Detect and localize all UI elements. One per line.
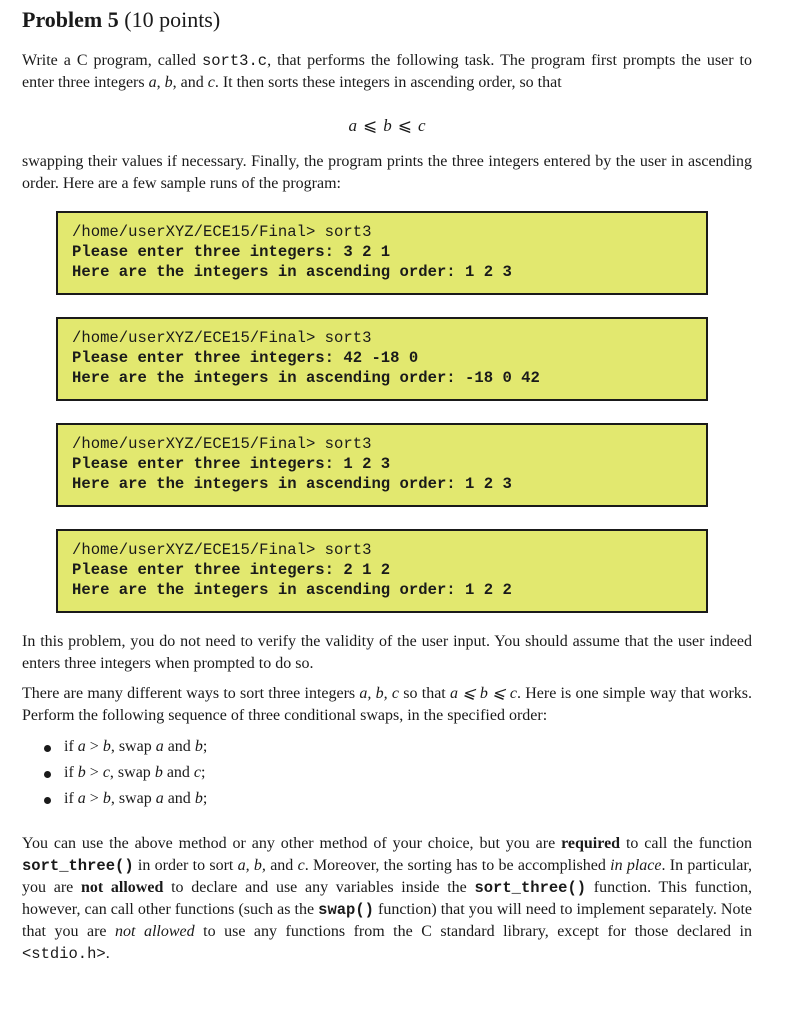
step-swap: , swap	[109, 764, 155, 781]
step-y2: b	[194, 790, 203, 807]
method-text-1: There are many different ways to sort three integers	[22, 685, 360, 702]
ineq-c: c	[417, 116, 426, 135]
after-paragraph: swapping their values if necessary. Finally, the program prints the three integers entered by the user in ascending order. Here are a few sample runs of the program:	[22, 153, 752, 192]
sample-run-3	[56, 423, 708, 507]
var-a: a	[148, 74, 157, 91]
req-fn-swap: swap()	[318, 901, 374, 919]
step-end: ;	[201, 764, 206, 781]
run-prompt: Please enter three integers: 3 2 1	[72, 243, 391, 261]
ineq-le-2: ⩽	[397, 116, 412, 135]
step-cond: if	[64, 738, 78, 755]
req-fn-sort-three: sort_three()	[22, 857, 134, 875]
intro-text-1: Write a C program, called	[22, 52, 202, 69]
step-cond: if	[64, 764, 78, 781]
var-c: c	[207, 74, 215, 91]
req-text-7: to declare and use any variables inside the	[163, 879, 475, 896]
intro-text-2: , that performs the following task. The program first prompts the user to enter three integers	[22, 52, 753, 91]
req-not-allowed: not allowed	[80, 879, 164, 896]
step-x: a	[77, 738, 86, 755]
step-x2: b	[154, 764, 163, 781]
sample-run-2	[56, 317, 708, 401]
req-text-5: . Moreover, the sorting has to be accomplished	[304, 857, 611, 874]
ineq-le-1: ⩽	[362, 116, 378, 135]
list-item	[22, 790, 207, 816]
run-command: /home/userXYZ/ECE15/Final> sort3	[72, 435, 372, 453]
bullet-icon	[44, 797, 51, 804]
req-vars: a, b,	[237, 857, 266, 874]
req-text-3: in order to sort	[133, 857, 238, 874]
run-result: Here are the integers in ascending order: 1 2 3	[72, 263, 512, 281]
problem-title	[22, 7, 220, 33]
method-vars: a, b, c	[359, 685, 400, 702]
run-result: Here are the integers in ascending order: -18 0 42	[72, 369, 540, 387]
sample-run-1	[56, 211, 708, 295]
step-x: a	[77, 790, 86, 807]
var-b: b	[164, 74, 173, 91]
step-x2: a	[155, 790, 164, 807]
step-and: and	[163, 738, 195, 755]
method-ineq: a ⩽ b ⩽ c	[450, 685, 517, 702]
run-prompt: Please enter three integers: 2 1 2	[72, 561, 391, 579]
run-command: /home/userXYZ/ECE15/Final> sort3	[72, 223, 372, 241]
step-cond: if	[64, 790, 78, 807]
list-item	[22, 764, 207, 790]
inequality	[22, 116, 752, 136]
req-text-8: function. This function, however, can call other functions (such as the	[22, 879, 753, 918]
req-text-10: to use any functions from the C standard library, except for those declared in	[194, 923, 752, 940]
step-y: b	[102, 738, 111, 755]
run-result: Here are the integers in ascending order: 1 2 2	[72, 581, 512, 599]
bullet-icon	[44, 745, 51, 752]
req-required: required	[561, 835, 621, 852]
and-text: , and	[172, 74, 208, 91]
req-not-allowed-2: not allowed	[115, 923, 195, 940]
problem-label: Problem 5	[22, 7, 119, 32]
req-in-place: in place	[610, 857, 662, 874]
step-and: and	[163, 790, 195, 807]
intro-paragraph	[22, 50, 752, 94]
step-gt: >	[85, 764, 103, 781]
req-header: <stdio.h>	[22, 945, 106, 963]
step-x2: a	[155, 738, 164, 755]
comma-1: ,	[156, 74, 165, 91]
list-item	[22, 738, 207, 764]
run-command: /home/userXYZ/ECE15/Final> sort3	[72, 541, 372, 559]
step-gt: >	[85, 790, 103, 807]
run-command: /home/userXYZ/ECE15/Final> sort3	[72, 329, 372, 347]
req-text-11: .	[105, 945, 110, 962]
step-swap: , swap	[110, 738, 156, 755]
method-text-3: . Here is one simple way that works. Perform the following sequence of three conditional swaps, in the specified order:	[22, 685, 753, 724]
filename: sort3.c	[201, 52, 268, 70]
requirements-paragraph	[22, 833, 752, 965]
req-text-4: and	[265, 857, 298, 874]
step-gt: >	[85, 738, 103, 755]
step-y: c	[102, 764, 110, 781]
run-result: Here are the integers in ascending order: 1 2 3	[72, 475, 512, 493]
sample-run-4	[56, 529, 708, 613]
step-y2: b	[194, 738, 203, 755]
step-y: b	[102, 790, 111, 807]
run-prompt: Please enter three integers: 42 -18 0	[72, 349, 419, 367]
step-and: and	[162, 764, 194, 781]
ineq-b: b	[383, 116, 392, 135]
step-x: b	[77, 764, 86, 781]
validity-paragraph: In this problem, you do not need to verify the validity of the user input. You should assume that the user indeed enters three integers when prompted to do so.	[22, 633, 752, 672]
req-text-6: . In particular, you are	[22, 857, 753, 896]
method-text-2: so that	[399, 685, 451, 702]
req-var-c: c	[297, 857, 305, 874]
req-text-9: function) that you will need to implement separately. Note that you are	[22, 901, 752, 940]
run-prompt: Please enter three integers: 1 2 3	[72, 455, 391, 473]
step-swap: , swap	[110, 790, 156, 807]
req-text-2: to call the function	[620, 835, 753, 852]
req-text-1: You can use the above method or any other method of your choice, but you are	[22, 835, 562, 852]
swap-steps-list	[22, 738, 207, 816]
step-y2: c	[193, 764, 202, 781]
problem-points: (10 points)	[124, 7, 221, 32]
step-end: ;	[202, 790, 208, 807]
step-end: ;	[202, 738, 208, 755]
intro-text-3: . It then sorts these integers in ascending order, so that	[214, 74, 562, 91]
req-fn-sort-three-2: sort_three()	[474, 879, 587, 897]
bullet-icon	[44, 771, 51, 778]
ineq-a: a	[348, 116, 357, 135]
method-paragraph	[22, 683, 752, 727]
